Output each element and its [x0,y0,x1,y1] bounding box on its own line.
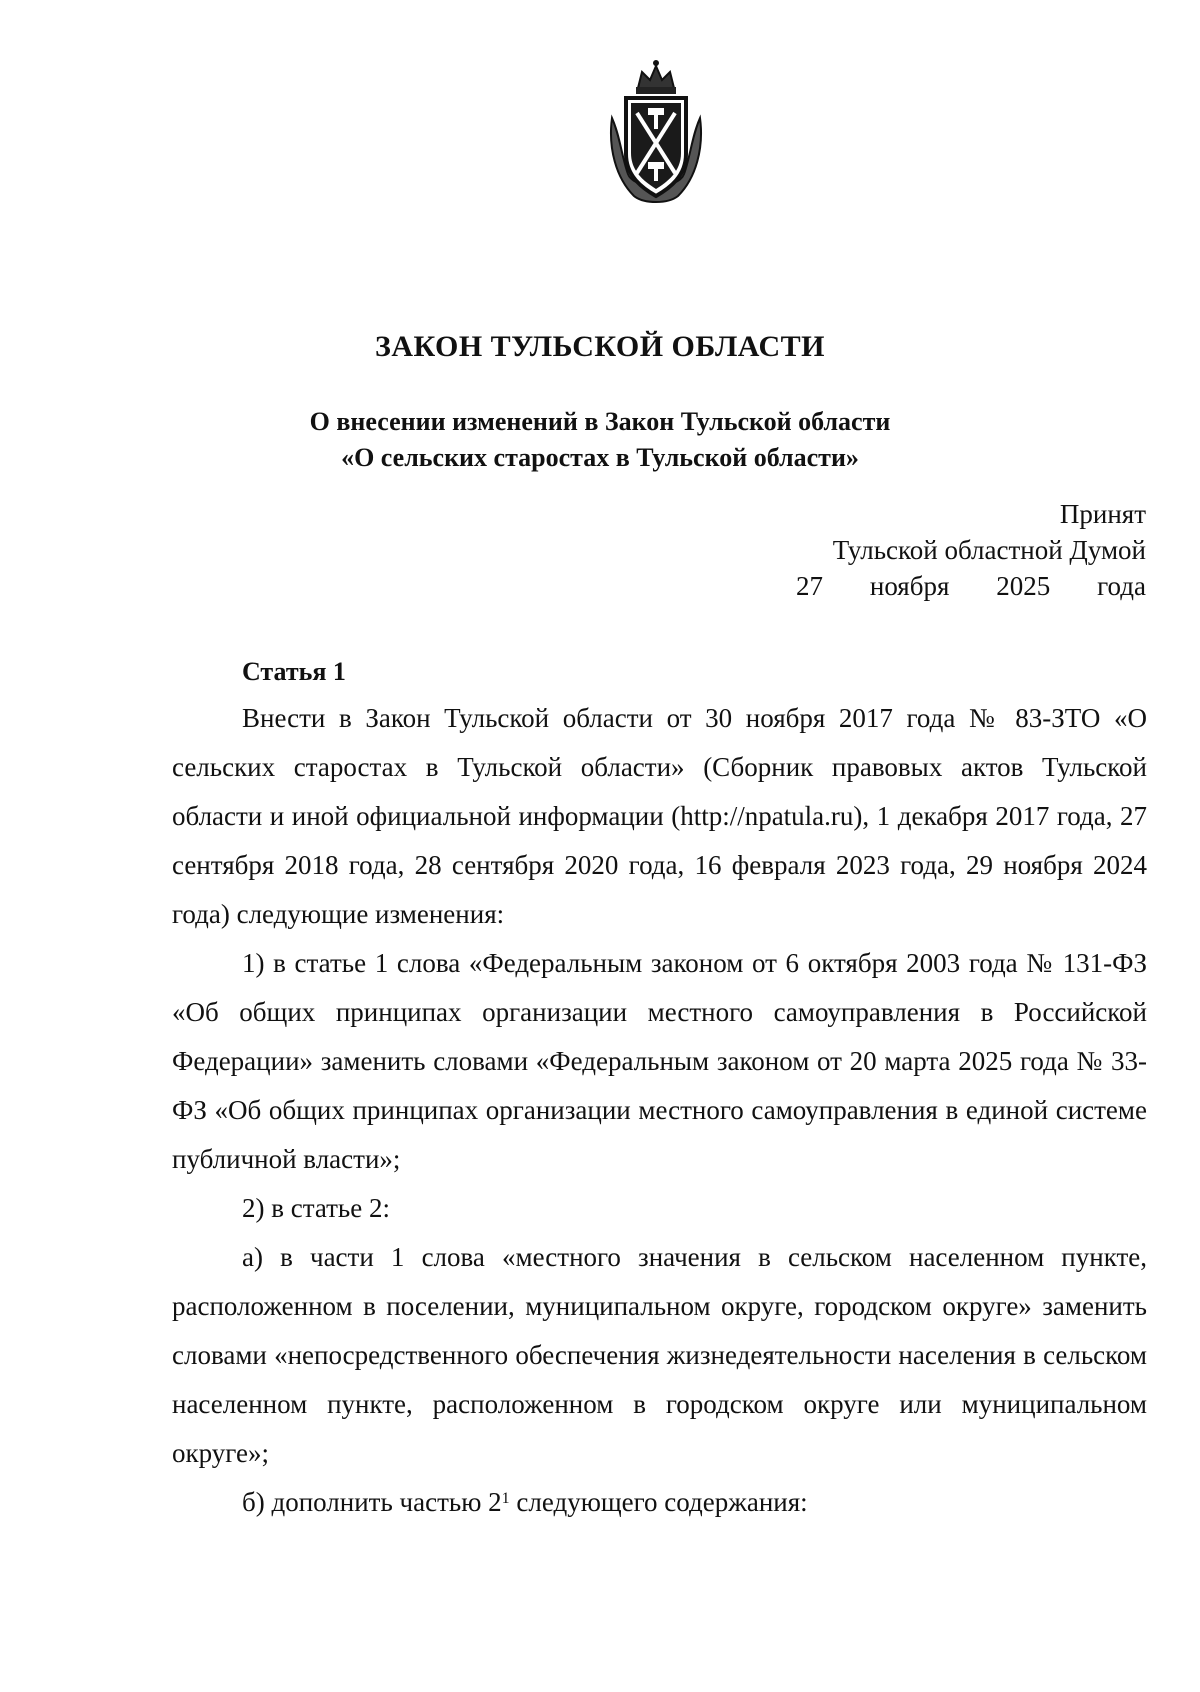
paragraph [172,1478,1147,1527]
article-body [172,694,1147,1527]
adoption-block [796,496,1146,604]
law-subtitle [0,404,1200,476]
tula-coat-of-arms-emblem [604,58,708,206]
law-title: ЗАКОН ТУЛЬСКОЙ ОБЛАСТИ [375,330,825,363]
adoption-month: ноября [869,571,950,601]
adoption-year-word: года [1097,571,1146,601]
adoption-day: 27 [796,571,823,601]
paragraph-text: следующего содержания: [509,1487,808,1517]
superscript: 1 [501,1490,510,1507]
article-heading: Статья 1 [242,657,346,686]
subtitle-line: «О сельских старостах в Тульской области» [341,443,859,472]
subtitle-line: О внесении изменений в Закон Тульской области [309,407,891,436]
paragraph: 2) в статье 2: [242,1193,390,1223]
adoption-date [796,568,1146,604]
paragraph: а) в части 1 слова «местного значения в сельском населенном пункте, расположенном в поселении, муниципальном округе, городском округе» заменить словами «непосредственного обеспечения жизнедеятельности населения в сельском населенном пункте, расположенном в городском округе или муниципальном округе»; [172,1242,1147,1468]
paragraph: 1) в статье 1 слова «Федеральным законом от 6 октября 2003 года № 131-ФЗ «Об общих принципах организации местного самоуправления в Российской Федерации» заменить словами «Федеральным законом от 20 марта 2025 года № 33-ФЗ «Об общих принципах организации местного самоуправления в единой системе публичной власти»; [172,948,1147,1174]
adopted-label: Принят [1059,499,1146,529]
paragraph: Внести в Закон Тульской области от 30 ноября 2017 года № 83-ЗТО «О сельских старостах в Тульской области» (Сборник правовых актов Тульской области и иной официальной информации (http://npatula.ru), 1 декабря 2017 года, 27 сентября 2018 года, 28 сентября 2020 года, 16 февраля 2023 года, 29 ноября 2024 года) следующие изменения: [172,703,1147,929]
adopted-by: Тульской областной Думой [832,535,1146,565]
adoption-year: 2025 [996,571,1051,601]
paragraph-text: б) дополнить частью 2 [242,1487,502,1517]
